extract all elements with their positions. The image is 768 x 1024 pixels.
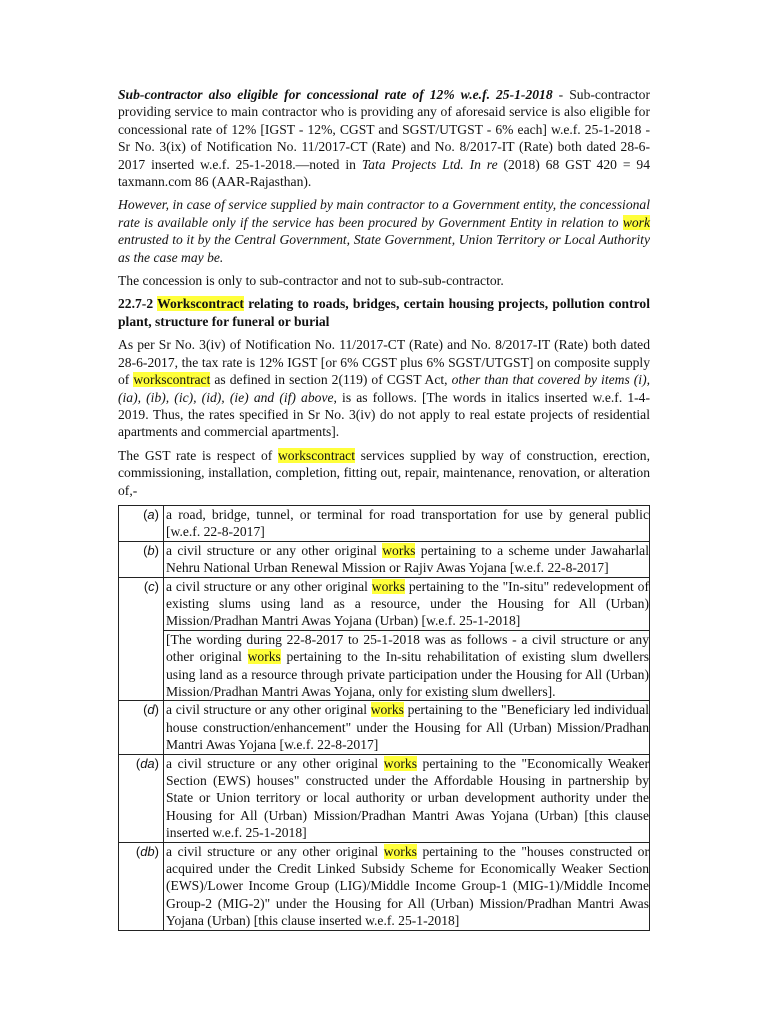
search-highlight: works [383, 843, 417, 859]
clause-text-note: [The wording during 22-8-2017 to 25-1-2018 was as follows - a civil structure or any other original works pertaining to the In-situ rehabilitation of existing slum dwellers using land as a resource through private participation under the Housing for All (Urban) Mission/Pradhan Mantri Awas Yojana, only for existing slum dwellers]. [164, 630, 650, 701]
search-highlight: works [247, 649, 281, 665]
section-title: relating to roads, bridges, certain housing projects, pollution control plant, structure for funeral or burial [118, 296, 651, 329]
search-highlight: works [382, 542, 416, 558]
case-citation: (2018) 68 GST 420 = 94 taxmann.com 86 (AAR-Rajasthan). [118, 156, 650, 190]
clause-label: (b) [119, 541, 164, 577]
clause-text: a civil structure or any other original works pertaining to the "houses constructed or acquired under the Credit Linked Subsidy Scheme for Economically Weaker Section (EWS)/Lower Income Group (LIG)/Middle Income Group-1 (MIG-1)/Middle Income Group-2 (MIG-2)" under the Housing for All (Urban) Mission/Pradhan Mantri Awas Yojana (Urban) [this clause inserted w.e.f. 25-1-2018] [164, 842, 650, 930]
table-row [119, 541, 650, 577]
case-name: Tata Projects Ltd. In re [361, 156, 498, 172]
section-heading [118, 295, 650, 330]
clause-label: (d) [119, 701, 164, 754]
paragraph-tax-rate: As per Sr No. 3(iv) of Notification No. 11/2017-CT (Rate) and No. 8/2017-IT (Rate) both dated 28-6-2017, the tax rate is 12% IGST [or 6% CGST plus 6% SGST/UTGST] on composite supply of workscontract as defined in section 2(119) of CGST Act, other than that covered by items (i), (ia), (ib), (ic), (id), (ie) and (if) above, is as follows. [The words in italics inserted w.e.f. 1-4-2019. Thus, the rates specified in Sr No. 3(iv) do not apply to real estate projects of residential apartments and commercial apartments]. [118, 337, 650, 440]
table-row [119, 701, 650, 754]
clause-label: (da) [119, 754, 164, 842]
clause-text: a civil structure or any other original works pertaining to a scheme under Jawaharlal Nehru National Urban Renewal Mission or Rajiv Awas Yojana [w.e.f. 22-8-2017] [164, 541, 650, 577]
table-row [119, 754, 650, 842]
paragraph-subcontractor [118, 86, 650, 190]
paragraph-concession-note: The concession is only to sub-contractor and not to sub-sub-contractor. [118, 273, 504, 289]
clauses-table [118, 505, 650, 931]
paragraph-gst-rate: The GST rate is respect of workscontract services supplied by way of construction, erection, commissioning, installation, completion, fitting out, repair, maintenance, renovation, or alteration of,- [118, 447, 650, 498]
clause-text: a road, bridge, tunnel, or terminal for road transportation for use by general public [w.e.f. 22-8-2017] [164, 505, 650, 541]
clause-label: (db) [119, 842, 164, 930]
clause-text: a civil structure or any other original works pertaining to the "Beneficiary led individual house construction/enhancement" under the Housing for All (Urban) Mission/Pradhan Mantri Awas Yojana [w.e.f. 22-8-2017] [164, 701, 650, 754]
clause-label: (a) [119, 505, 164, 541]
search-highlight: Workscontract [157, 296, 244, 312]
clause-label: (c) [119, 577, 164, 701]
italic-exclusion: other than that covered by items (i), (ia), (ib), (ic), (id), (ie) and (if) above [118, 372, 650, 405]
document-page [118, 86, 650, 931]
search-highlight: workscontract [277, 447, 355, 463]
search-highlight: works [371, 578, 405, 594]
paragraph-body: - Sub-contractor providing service to main contractor who is providing any of aforesaid service is also eligible for concessional rate of 12% [IGST - 12%, CGST and SGST/UTGST - 6% each] w.e.f. 25-1-2018 - Sr No. 3(ix) of Notification No. 11/2017-CT (Rate) and No. 8/2017-IT (Rate) both dated 28-6-2017 inserted w.e.f. 25-1-2018.—noted in [118, 87, 651, 172]
paragraph-government-entity: However, in case of service supplied by main contractor to a Government entity, the concessional rate is available only if the service has been procured by Government Entity in relation to work entrusted to it by the Central Government, State Government, Union Territory or Local Authority as the case may be. [118, 197, 650, 265]
search-highlight: works [383, 755, 417, 771]
section-number: 22.7-2 [118, 296, 158, 312]
clause-text: a civil structure or any other original works pertaining to the "In-situ" redevelopment of existing slums using land as a resource, under the Housing for All (Urban) Mission/Pradhan Mantri Awas Yojana (Urban) [w.e.f. 25-1-2018] [164, 577, 650, 630]
table-row [119, 842, 650, 930]
search-highlight: works [370, 702, 404, 718]
table-row [119, 505, 650, 541]
search-highlight: workscontract [133, 372, 211, 388]
table-row [119, 577, 650, 630]
table-row [119, 630, 650, 701]
paragraph-lead: Sub-contractor also eligible for concessional rate of 12% w.e.f. 25-1-2018 [118, 87, 553, 102]
clause-text: a civil structure or any other original works pertaining to the "Economically Weaker Section (EWS) houses" constructed under the Affordable Housing in partnership by State or Union territory or local authority or urban development authority under the Housing for All (Urban) Mission/Pradhan Mantri Awas Yojana (Urban) [this clause inserted w.e.f. 25-1-2018] [164, 754, 650, 842]
search-highlight: work [622, 214, 650, 230]
